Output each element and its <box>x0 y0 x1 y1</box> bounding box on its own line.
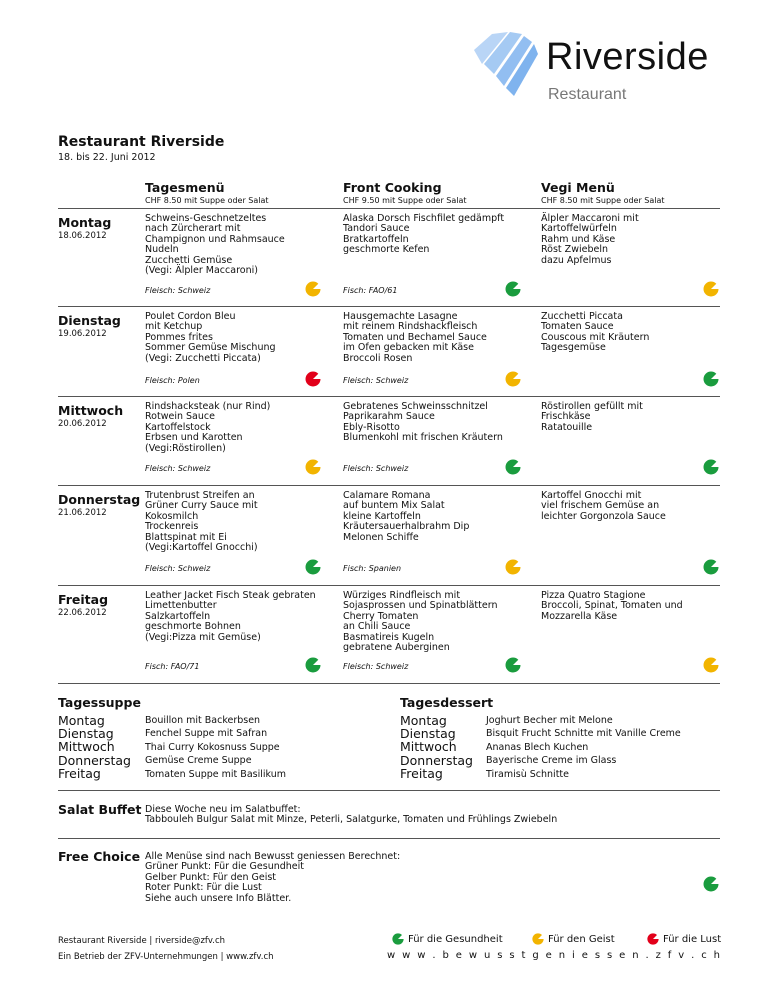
column-title-tagesmenu: Tagesmenü <box>145 180 225 195</box>
menu-dish: Älpler Maccaroni mit Kartoffelwürfeln Rahm und Käse Röst Zwiebeln dazu Apfelmus <box>541 213 639 266</box>
logo-title: Riverside <box>546 36 709 78</box>
soup-title: Tagessuppe <box>58 695 141 710</box>
menu-dish: Gebratenes Schweinsschnitzel Paprikarahm Sauce Ebly-Risotto Blumenkohl mit frischen Kräutern <box>343 401 503 444</box>
menu-origin: Fisch: FAO/71 <box>145 662 200 671</box>
menu-dish: Pizza Quatro Stagione Broccoli, Spinat, Tomaten und Mozzarella Käse <box>541 590 683 622</box>
day-name: Freitag <box>58 592 109 607</box>
menu-origin: Fleisch: Schweiz <box>343 662 409 671</box>
legend-label-green: Für die Gesundheit <box>408 934 503 945</box>
column-price: CHF 9.50 mit Suppe oder Salat <box>343 196 467 205</box>
dessert-weekdays: Montag Dienstag Mittwoch Donnerstag Freitag <box>400 713 473 781</box>
yellow-dot-icon <box>305 459 321 475</box>
free-choice-text: Alle Menüse sind nach Bewusst geniessen Berechnet: Grüner Punkt: Für die Gesundheit Gelber Punkt: Für den Geist Roter Punkt: Für die Lust Siehe auch unsere Info Blätter. <box>145 851 401 904</box>
column-title-vegi-menu: Vegi Menü <box>541 180 615 195</box>
website-url[interactable]: w w w . b e w u s s t g e n i e s s e n . z f v . c h <box>387 950 720 961</box>
menu-dish: Alaska Dorsch Fischfilet gedämpft Tandori Sauce Bratkartoffeln geschmorte Kefen <box>343 213 505 256</box>
green-dot-icon <box>505 657 521 673</box>
menu-origin: Fleisch: Polen <box>145 376 200 385</box>
menu-origin: Fisch: FAO/61 <box>343 286 398 295</box>
menu-dish: Kartoffel Gnocchi mit viel frischem Gemüse an leichter Gorgonzola Sauce <box>541 490 666 522</box>
fan-logo-icon <box>470 30 544 104</box>
page-dates: 18. bis 22. Juni 2012 <box>58 152 156 163</box>
yellow-dot-icon <box>505 559 521 575</box>
menu-origin: Fleisch: Schweiz <box>145 564 211 573</box>
divider <box>58 306 720 307</box>
soup-weekdays: Montag Dienstag Mittwoch Donnerstag Freitag <box>58 713 131 781</box>
footer-contact: Restaurant Riverside | riverside@zfv.ch <box>58 936 226 946</box>
green-dot-icon <box>703 876 719 892</box>
menu-dish: Würziges Rindfleisch mit Sojasprossen und Spinatblättern Cherry Tomaten an Chili Sauce Basmatireis Kugeln gebratene Auberginen <box>343 590 498 654</box>
footer-company: Ein Betrieb der ZFV-Unternehmungen | www.zfv.ch <box>58 952 274 962</box>
column-price: CHF 8.50 mit Suppe oder Salat <box>541 196 665 205</box>
soup-list: Bouillon mit Backerbsen Fenchel Suppe mit Safran Thai Curry Kokosnuss Suppe Gemüse Creme Suppe Tomaten Suppe mit Basilikum <box>145 715 286 780</box>
menu-dish: Hausgemachte Lasagne mit reinem Rindshackfleisch Tomaten und Bechamel Sauce im Ofen gebacken mit Käse Broccoli Rosen <box>343 311 487 364</box>
logo-subtitle: Restaurant <box>548 86 627 103</box>
column-title-front-cooking: Front Cooking <box>343 180 442 195</box>
salad-title: Salat Buffet <box>58 802 142 817</box>
day-date: 18.06.2012 <box>58 231 107 241</box>
day-name: Donnerstag <box>58 492 141 507</box>
menu-origin: Fleisch: Schweiz <box>343 376 409 385</box>
green-dot-icon <box>703 559 719 575</box>
green-dot-icon <box>505 459 521 475</box>
divider <box>58 790 720 791</box>
day-date: 19.06.2012 <box>58 329 107 339</box>
divider <box>58 585 720 586</box>
menu-dish: Poulet Cordon Bleu mit Ketchup Pommes frites Sommer Gemüse Mischung (Vegi: Zucchetti Piccata) <box>145 311 276 364</box>
divider <box>58 485 720 486</box>
divider <box>58 683 720 684</box>
salad-text: Diese Woche neu im Salatbuffet: Tabbouleh Bulgur Salat mit Minze, Peterli, Salatgurke, Tomaten und Frühlings Zwiebeln <box>145 804 558 826</box>
day-date: 20.06.2012 <box>58 419 107 429</box>
menu-dish: Leather Jacket Fisch Steak gebraten Limettenbutter Salzkartoffeln geschmorte Bohnen (Vegi:Pizza mit Gemüse) <box>145 590 316 643</box>
day-name: Montag <box>58 215 112 230</box>
divider <box>58 838 720 839</box>
legend-label-yellow: Für den Geist <box>548 934 615 945</box>
menu-origin: Fisch: Spanien <box>343 564 402 573</box>
menu-origin: Fleisch: Schweiz <box>145 464 211 473</box>
day-name: Dienstag <box>58 313 121 328</box>
red-dot-icon <box>305 371 321 387</box>
menu-dish: Calamare Romana auf buntem Mix Salat kleine Kartoffeln Kräutersauerhalbrahm Dip Melonen Schiffe <box>343 490 470 543</box>
day-date: 22.06.2012 <box>58 608 107 618</box>
green-dot-icon <box>305 657 321 673</box>
menu-dish: Trutenbrust Streifen an Grüner Curry Sauce mit Kokosmilch Trockenreis Blattspinat mit Ei (Vegi:Kartoffel Gnocchi) <box>145 490 258 554</box>
menu-dish: Schweins-Geschnetzeltes nach Zürcherart mit Champignon und Rahmsauce Nudeln Zucchetti Gemüse (Vegi: Älpler Maccaroni) <box>145 213 285 277</box>
legend-label-red: Für die Lust <box>663 934 722 945</box>
green-dot-icon <box>505 281 521 297</box>
dessert-list: Joghurt Becher mit Melone Bisquit Frucht Schnitte mit Vanille Creme Ananas Blech Kuchen Bayerische Creme im Glass Tiramisù Schnitte <box>486 715 681 780</box>
riverside-logo <box>470 30 730 110</box>
green-dot-icon <box>703 459 719 475</box>
red-dot-icon <box>647 933 659 945</box>
menu-dish: Zucchetti Piccata Tomaten Sauce Couscous mit Kräutern Tagesgemüse <box>541 311 650 354</box>
green-dot-icon <box>305 559 321 575</box>
green-dot-icon <box>392 933 404 945</box>
day-name: Mittwoch <box>58 403 124 418</box>
yellow-dot-icon <box>703 657 719 673</box>
yellow-dot-icon <box>305 281 321 297</box>
page-title: Restaurant Riverside <box>58 134 225 150</box>
divider <box>58 208 720 209</box>
yellow-dot-icon <box>703 281 719 297</box>
dessert-title: Tagesdessert <box>400 695 494 710</box>
menu-origin: Fleisch: Schweiz <box>145 286 211 295</box>
yellow-dot-icon <box>532 933 544 945</box>
menu-dish: Rindshacksteak (nur Rind) Rotwein Sauce Kartoffelstock Erbsen und Karotten (Vegi:Röstirollen) <box>145 401 271 454</box>
column-price: CHF 8.50 mit Suppe oder Salat <box>145 196 269 205</box>
menu-dish: Röstirollen gefüllt mit Frischkäse Ratatouille <box>541 401 643 433</box>
green-dot-icon <box>703 371 719 387</box>
menu-origin: Fleisch: Schweiz <box>343 464 409 473</box>
divider <box>58 396 720 397</box>
yellow-dot-icon <box>505 371 521 387</box>
day-date: 21.06.2012 <box>58 508 107 518</box>
free-choice-title: Free Choice <box>58 849 141 864</box>
